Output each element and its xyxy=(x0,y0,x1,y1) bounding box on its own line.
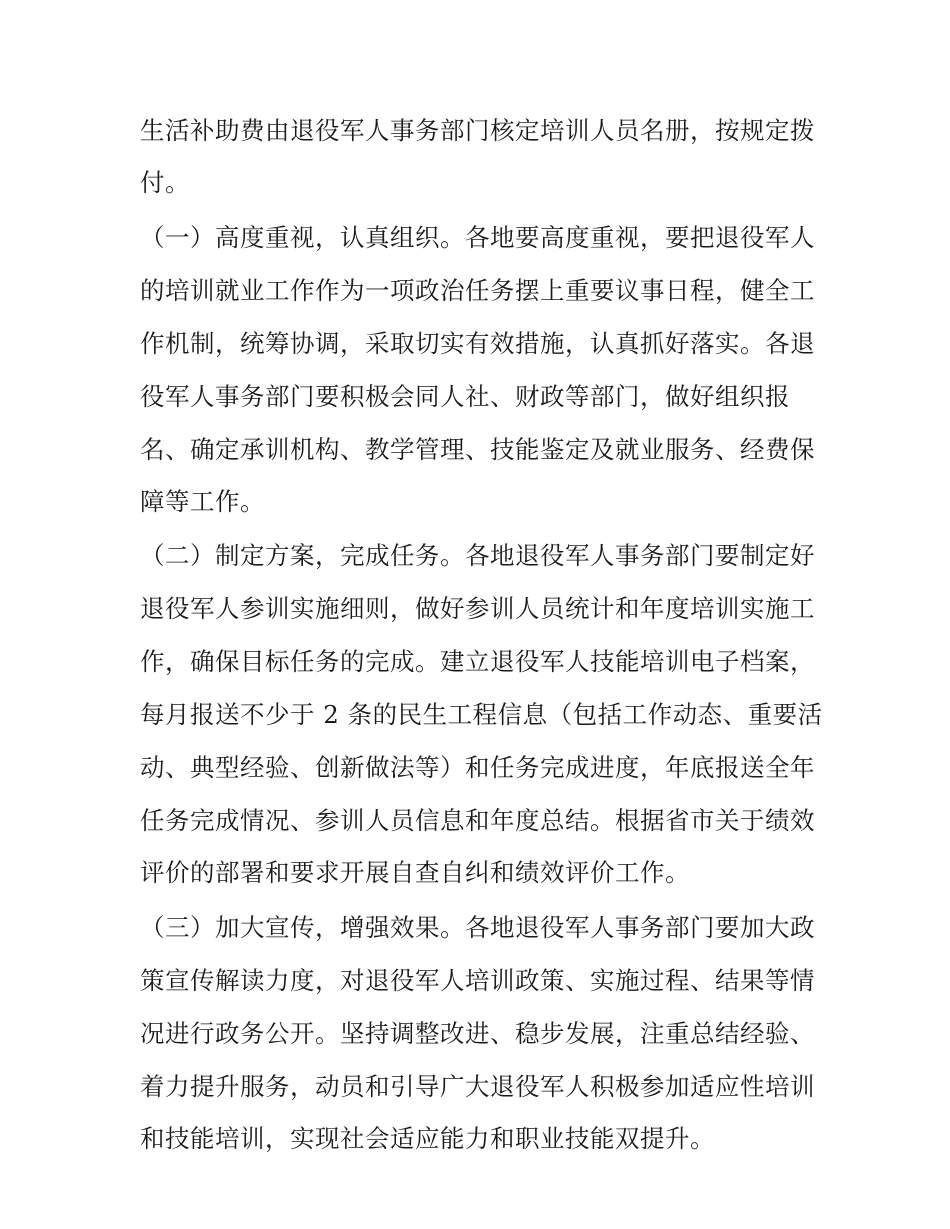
text-line: 着力提升服务，动员和引导广大退役军人积极参加适应性培训 xyxy=(140,1072,815,1101)
text-line: （三）加大宣传，增强效果。各地退役军人事务部门要加大政 xyxy=(140,913,815,942)
text-line: （一）高度重视，认真组织。各地要高度重视，要把退役军人 xyxy=(140,223,815,252)
text-line: 作，确保目标任务的完成。建立退役军人技能培训电子档案， xyxy=(140,647,815,676)
text-line: （二）制定方案，完成任务。各地退役军人事务部门要制定好 xyxy=(140,541,815,570)
text-line: 况进行政务公开。坚持调整改进、稳步发展，注重总结经验、 xyxy=(140,1019,815,1048)
text-line: 生活补助费由退役军人事务部门核定培训人员名册，按规定拨 xyxy=(140,116,815,145)
text-line: 役军人事务部门要积极会同人社、财政等部门，做好组织报 xyxy=(140,382,790,411)
text-line: 任务完成情况、参训人员信息和年度总结。根据省市关于绩效 xyxy=(140,806,815,835)
text-line: 动、典型经验、创新做法等）和任务完成进度，年底报送全年 xyxy=(140,753,815,782)
text-line: 障等工作。 xyxy=(140,487,265,516)
text-line: 作机制，统筹协调，采取切实有效措施，认真抓好落实。各退 xyxy=(140,329,815,358)
text-line: 策宣传解读力度，对退役军人培训政策、实施过程、结果等情 xyxy=(140,966,815,995)
text-line: 和技能培训，实现社会适应能力和职业技能双提升。 xyxy=(140,1124,715,1153)
text-line: 名、确定承训机构、教学管理、技能鉴定及就业服务、经费保 xyxy=(140,435,815,464)
text-line: 的培训就业工作作为一项政治任务摆上重要议事日程，健全工 xyxy=(140,276,815,305)
text-line: 评价的部署和要求开展自查自纠和绩效评价工作。 xyxy=(140,858,690,887)
text-line: 退役军人参训实施细则，做好参训人员统计和年度培训实施工 xyxy=(140,594,815,623)
text-line: 付。 xyxy=(140,168,190,197)
text-line: 每月报送不少于 2 条的民生工程信息（包括工作动态、重要活 xyxy=(140,700,823,729)
